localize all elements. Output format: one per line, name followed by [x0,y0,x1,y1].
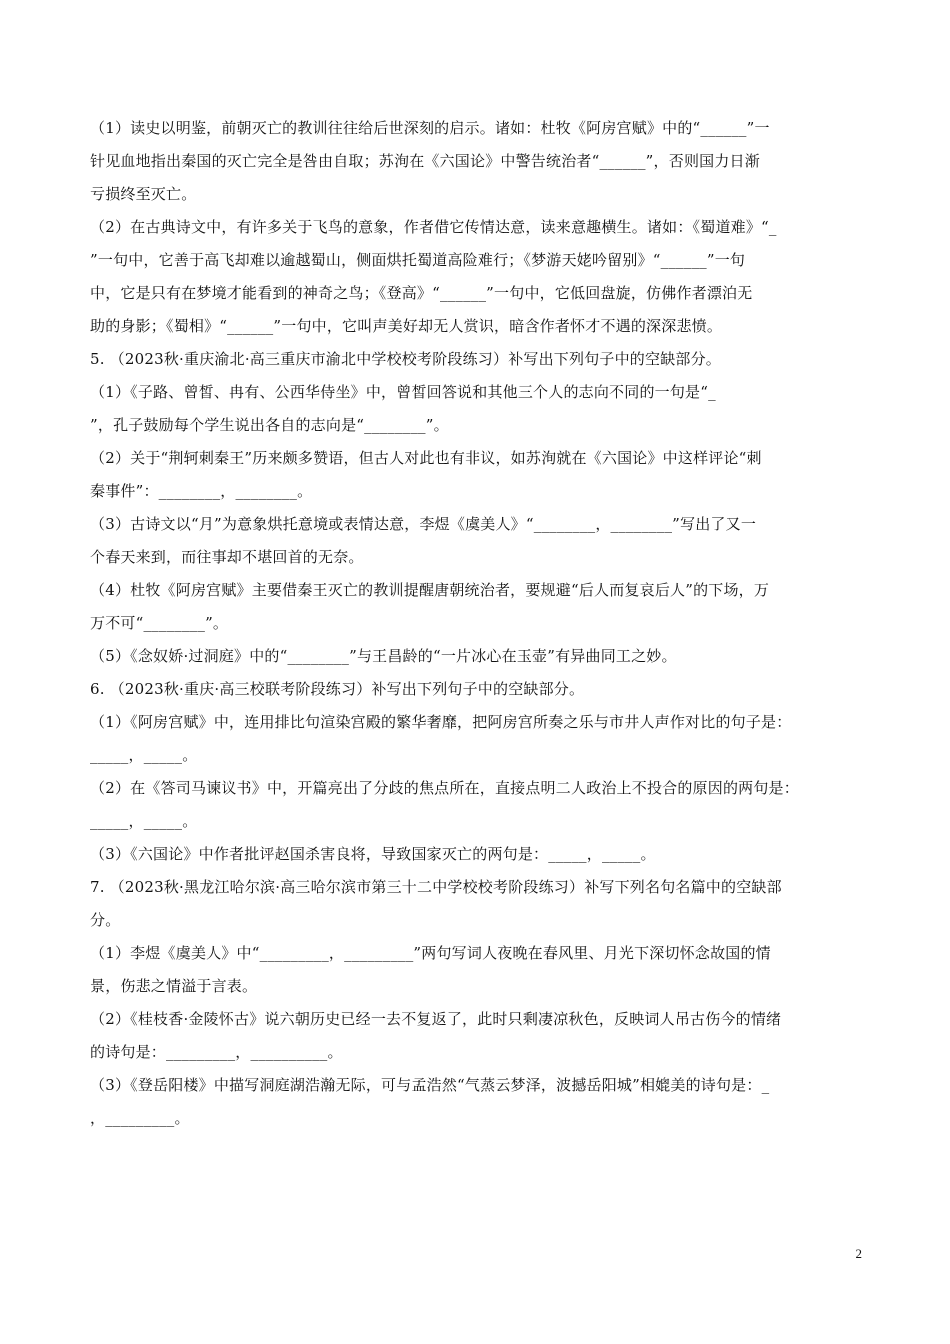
text-line: 秦事件”：________，________。 [90,482,313,500]
page-number: 2 [855,1246,862,1261]
text-line: 万不可“________”。 [90,614,229,632]
text-line: 中，它是只有在梦境才能看到的神奇之鸟；《登高》“______”一句中，它低回盘旋，仿佛作者漂泊无 [90,284,753,302]
text-line: （2）关于“荆轲刺秦王”历来颇多赞语，但古人对此也有非议，如苏洵就在《六国论》中这样评论“刺 [90,449,762,467]
text-line: _____，_____。 [90,746,198,764]
text-line: ”一句中，它善于高飞却难以逾越蜀山，侧面烘托蜀道高险难行；《梦游天姥吟留别》“______”一句 [90,251,746,269]
text-line: （1）李煜《虞美人》中“_________，_________”两句写词人夜晚在春风里、月光下深切怀念故国的情 [90,944,771,962]
text-line: （3）古诗文以“月”为意象烘托意境或表情达意，李煜《虞美人》“________，________”写出了又一 [90,515,757,533]
text-line: ，_________。 [90,1109,190,1127]
text-line: （1）《子路、曾皙、冉有、公西华侍坐》中，曾皙回答说和其他三个人的志向不同的一句是“_ [90,383,716,401]
text-line: 亏损终至灭亡。 [90,185,197,203]
text-line: （3）《六国论》中作者批评赵国杀害良将，导致国家灭亡的两句是：_____，_____。 [90,845,656,863]
text-line: （2）在古典诗文中，有许多关于飞鸟的意象，作者借它传情达意，读来意趣横生。诸如：《蜀道难》“_ [90,218,777,236]
text-line: （1）《阿房宫赋》中，连用排比句渲染宫殿的繁华奢靡，把阿房宫所奏之乐与市井人声作对比的句子是： [90,713,792,731]
text-line: _____，_____。 [90,812,198,830]
text-line: （3）《登岳阳楼》中描写洞庭湖浩瀚无际，可与孟浩然“气蒸云梦泽，波撼岳阳城”相媲美的诗句是：_ [90,1076,770,1094]
text-line: 景，伤悲之情溢于言表。 [90,977,258,995]
text-line: （2）《桂枝香·金陵怀古》说六朝历史已经一去不复返了，此时只剩凄凉秋色，反映词人吊古伤今的情绪 [90,1010,782,1028]
text-line: （2）在《答司马谏议书》中，开篇亮出了分歧的焦点所在，直接点明二人政治上不投合的原因的两句是： [90,779,799,797]
text-line: （5）《念奴娇·过洞庭》中的“________”与王昌龄的“一片冰心在玉壶”有异曲同工之妙。 [90,647,677,665]
question-7-heading: 7. （2023秋·黑龙江哈尔滨·高三哈尔滨市第三十二中学校校考阶段练习）补写下列名句名篇中的空缺部 [90,878,782,896]
text-line: （1）读史以明鉴，前朝灭亡的教训往往给后世深刻的启示。诸如：杜牧《阿房宫赋》中的“______”一 [90,119,770,137]
text-line: 分。 [90,911,121,929]
text-line: 的诗句是：_________，__________。 [90,1043,343,1061]
text-line: 个春天来到，而往事却不堪回首的无奈。 [90,548,364,566]
text-line: ”，孔子鼓励每个学生说出各自的志向是“________”。 [90,416,449,434]
text-line: 针见血地指出秦国的灭亡完全是咎由自取；苏洵在《六国论》中警告统治者“______”，否则国力日渐 [90,152,760,170]
question-6-heading: 6. （2023秋·重庆·高三校联考阶段练习）补写出下列句子中的空缺部分。 [90,680,585,698]
question-5-heading: 5. （2023秋·重庆渝北·高三重庆市渝北中学校校考阶段练习）补写出下列句子中的空缺部分。 [90,350,721,368]
text-line: 助的身影；《蜀相》“______”一句中，它叫声美好却无人赏识，暗含作者怀才不遇的深深悲愤。 [90,317,723,335]
page-body [90,112,860,1135]
text-line: （4）杜牧《阿房宫赋》主要借秦王灭亡的教训提醒唐朝统治者，要规避“后人而复哀后人”的下场，万 [90,581,770,599]
